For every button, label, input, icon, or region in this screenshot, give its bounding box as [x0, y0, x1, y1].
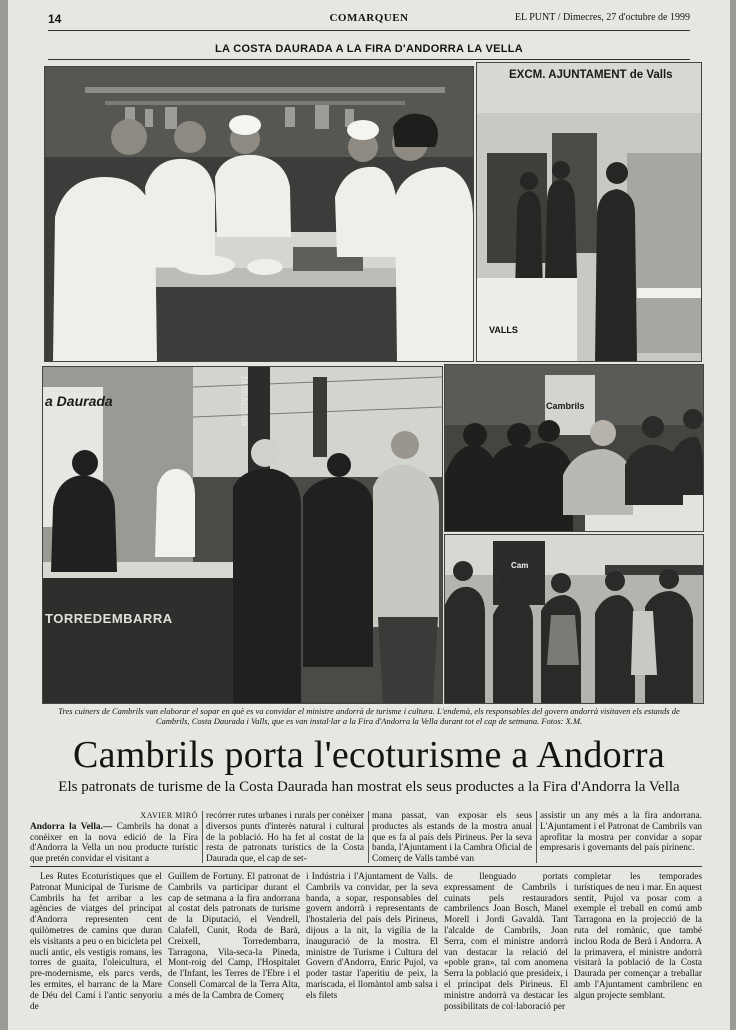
headline: Cambrils porta l'ecoturisme a Andorra	[72, 734, 665, 776]
article-col-7	[306, 872, 438, 1002]
photo-group	[444, 534, 704, 704]
sign-torredembarra: TORREDEMBARRA	[45, 611, 173, 626]
article-top-2: recórrer rutes urbanes i rurals per conèixer diversos punts d'interès natural i cultural de la població. Ho ha fet al costat de la resta de patronats turístics de la Costa Daurada que, el cap de set-	[206, 811, 364, 865]
article-col-5	[30, 872, 162, 1012]
page-header	[48, 12, 690, 28]
section-divider	[30, 866, 702, 867]
column-rule	[368, 811, 369, 863]
kicker: LA COSTA DAURADA A LA FIRA D'ANDORRA LA VELLA	[215, 43, 523, 55]
article-col-2	[206, 811, 364, 865]
column-rule	[202, 811, 203, 863]
valls-logo-text: VALLS	[489, 325, 518, 335]
article-bottom-2: Guillem de Fortuny. El patronat de Cambrils va participar durant el cap de setmana a la fira andorrana al costat dels patronats de turisme de la Diputació, el Vendrell, Calafell, Cunit, Roda de Barà, Creixell, Torredembarra, Tarragona, Vila-seca-la Pineda, Mont-roig del Camp, l'Hospitalet de l'Infant, les Terres de l'Ebre i el Consell Comarcal de la Terra Alta, a més de la Cambra de Comerç	[168, 872, 300, 1001]
banner-costa-daurada: a Daurada	[45, 393, 113, 409]
article-col-9	[574, 872, 702, 1002]
photo-chefs-image	[45, 67, 473, 361]
article-bottom-3: i Indústria i l'Ajuntament de Valls. Cambrils va convidar, per la seva banda, a sopar, responsables del govern andorrà i representants de l'hostaleria del país dels Pirineus, dijous a la nit, la vigília de la inauguració de la mostra. El ministre de Turisme i Cultura del Govern d'Andorra, Enric Pujol, va poder tastar l'aperitiu de peix, la mariscada, el llomàntol amb salsa i els filets	[306, 872, 438, 1001]
article-top-1: Cambrils ha donat a conèixer en la nova edició de la Fira d'Andorra la Vella un nou producte turístic que pretén convidar el visitant a	[30, 821, 198, 865]
photo-chefs	[44, 66, 474, 362]
lede-place: Andorra la Vella.—	[30, 821, 113, 832]
article-col-4	[540, 811, 702, 854]
dateline: EL PUNT / Dimecres, 27 d'octubre de 1999	[514, 12, 690, 23]
newspaper-page	[8, 0, 730, 1030]
article-bottom-4: de llenguado portats expressament de Cambrils i cuinats pels restauradors cambrilencs Joan Bosch, Manel Morell i Jordi Gavaldà. Tant l'alcalde de Cambrils, Joan Serra, com el ministre andorrà van destacar la relació del «poble gran», tal com anomena Serra la població que presideix, i el principat dels Pirineus. El ministre andorrà va destacar les possibilitats de col·laboració per	[444, 872, 568, 1012]
photo-caption: Tres cuiners de Cambrils van elaborar el sopar en què es va convidar el ministre andorrà de turisme i cultura. L'endemà, els responsables del govern andorrà visitaven els estands de Cambrils, Costa Daurada i Valls, que es van instal·lar a la Fira d'Andorra la Vella durant tot el cap de setmana. Fotos: X.M.	[58, 706, 680, 726]
article-col-8	[444, 872, 568, 1012]
article-top-4: assistir un any més a la fira andorrana. L'Ajuntament i el Patronat de Cambrils van aprofitar la mostra per convidar a sopar empresaris i governants del país pirinenc.	[540, 811, 702, 854]
header-rule	[48, 30, 690, 31]
subheadline: Els patronats de turisme de la Costa Daurada han mostrat els seus productes a la Fira d'Andorra la Vella	[58, 779, 680, 795]
photo-cambrils-image	[445, 365, 703, 531]
section-title: COMARQUEN	[329, 12, 409, 24]
article-bottom-5: completar les temporades turístiques de neu i mar. En aquest sentit, Pujol va posar com a exemple el treball en comú amb Tarragona en la projecció de la ruta del romànic, que també inclou Roda de Berà i Andorra. A la primavera, el ministre andorrà visitarà la població de la Costa Daurada per començar a treballar amb l'Ajuntament cambrilenc en algun projecte semblant.	[574, 872, 702, 1001]
photo-cambrils-stand	[444, 364, 704, 532]
sign-cambrils-2: Cam	[511, 561, 529, 570]
article-top-3: mana passat, van exposar els seus productes als estands de la mostra anual que es fa al país dels Pirineus. Per la seva banda, l'Ajuntament i la Cambra Oficial de Comerç de Valls també van	[372, 811, 532, 865]
page-number: 14	[48, 12, 62, 26]
photo-fair-stands	[42, 366, 443, 704]
photo-valls-image	[477, 63, 701, 361]
article-col-1	[30, 811, 198, 865]
kicker-rule	[48, 59, 690, 60]
banner-tarragona: TARRAGONA	[239, 375, 248, 427]
article-bottom-1: Les Rutes Ecoturístiques que el Patronat Municipal de Turisme de Cambrils ha fet arribar a les agències de viatges del principat d'Andorra representen cent quilòmetres de camins que duran els visitants a peu o en bicicleta pel nucli antic, els vestigis romans, les torres de guaita, l'oleicultura, el pre-modernisme, els parcs verds, les ermites, el barranc de la Mare de Déu del Camí i l'antic senyoriu de	[30, 872, 162, 1012]
photo-valls-stand	[476, 62, 702, 362]
article-col-3	[372, 811, 532, 865]
stand-sign-valls: EXCM. AJUNTAMENT de Valls	[509, 69, 673, 81]
sign-cambrils: Cambrils	[546, 401, 585, 411]
article-col-6	[168, 872, 300, 1002]
photo-group-image	[445, 535, 703, 703]
column-rule	[536, 811, 537, 863]
byline: XAVIER MIRÓ	[140, 811, 198, 820]
